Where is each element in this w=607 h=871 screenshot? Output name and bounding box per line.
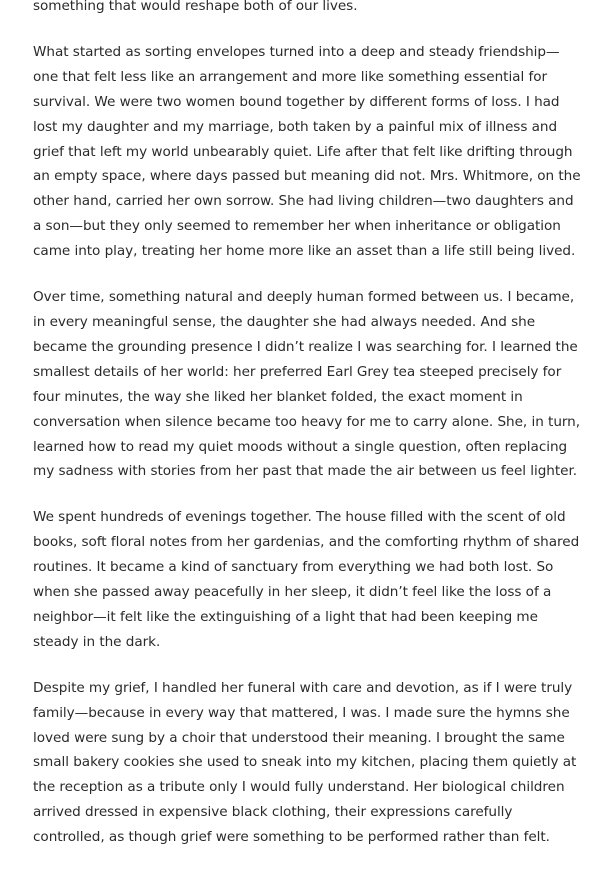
paragraph-1: something that would reshape both of our lives. <box>33 0 358 14</box>
paragraph-3: Over time, something natural and deeply human formed between us. I became, in every meaningful sense, the daughter she had always needed. And she became the grounding presence I didn’t realize I was searching for. I learned the smallest details of her world: her preferred Earl Grey tea steeped precisely for four minutes, the way she liked her blanket folded, the exact moment in conversation when silence became too heavy for me to carry alone. She, in turn, learned how to read my quiet moods without a single question, often replacing my sadness with stories from her past that made the air between us feel lighter. <box>33 289 581 480</box>
article-body <box>33 0 581 871</box>
paragraph-4: We spent hundreds of evenings together. The house filled with the scent of old books, soft floral notes from her gardenias, and the comforting rhythm of shared routines. It became a kind of sanctuary from everything we had both lost. So when she passed away peacefully in her sleep, it didn’t feel like the loss of a neighbor—it felt like the extinguishing of a light that had been keeping me steady in the dark. <box>33 509 580 650</box>
paragraph-2: What started as sorting envelopes turned into a deep and steady friendship—one that felt less like an arrangement and more like something essential for survival. We were two women bound together by different forms of loss. I had lost my daughter and my marriage, both taken by a painful mix of illness and grief that left my world unbearably quiet. Life after that felt like drifting through an empty space, where days passed but meaning did not. Mrs. Whitmore, on the other hand, carried her own sorrow. She had living children—two daughters and a son—but they only seemed to remember her when inheritance or obligation came into play, treating her home more like an asset than a life still being lived. <box>33 43 581 260</box>
paragraph-5: Despite my grief, I handled her funeral with care and devotion, as if I were truly family—because in every way that mattered, I was. I made sure the hymns she loved were sung by a choir that understood their meaning. I brought the same small bakery cookies she used to sneak into my kitchen, placing them quietly at the reception as a tribute only I would fully understand. Her biological children arrived dressed in expensive black clothing, their expressions carefully controlled, as though grief were something to be performed rather than felt. <box>33 679 577 846</box>
